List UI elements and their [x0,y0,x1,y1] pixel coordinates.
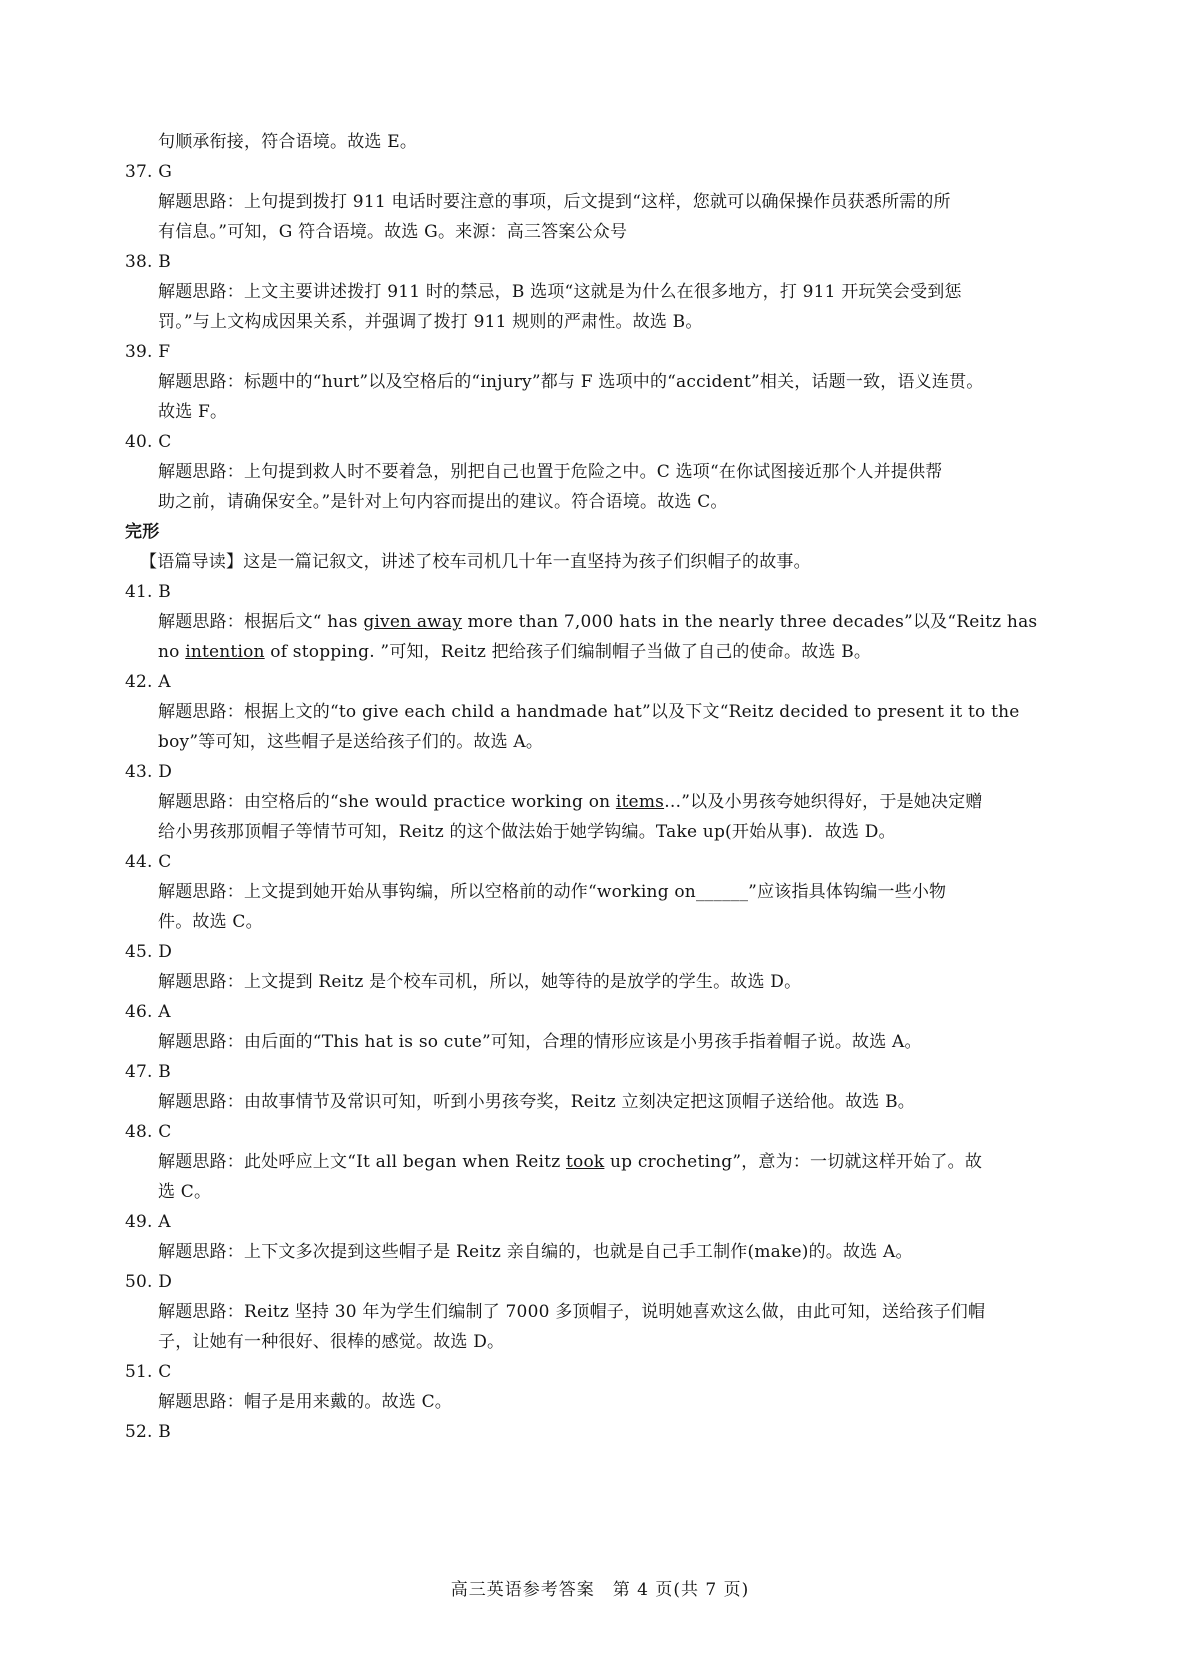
q39-answer: 39. F [125,342,171,362]
q43-explanation-cont: 给小男孩那顶帽子等情节可知，Reitz 的这个做法始于她学钩编。Take up(开始从事)．故选 D。 [158,822,896,842]
q52-answer: 52. B [125,1422,171,1442]
q39-explanation: 解题思路：标题中的“hurt”以及空格后的“injury”都与 F 选项中的“accident”相关，话题一致，语义连贯。 [158,372,984,392]
q45-explanation: 解题思路：上文提到 Reitz 是个校车司机，所以，她等待的是放学的学生。故选 D。 [158,972,802,992]
q50-explanation: 解题思路：Reitz 坚持 30 年为学生们编制了 7000 多顶帽子，说明她喜欢这么做，由此可知，送给孩子们帽 [158,1302,986,1322]
q41-explanation-cont [158,641,871,663]
q48-explanation-cont: 选 C。 [158,1182,212,1202]
q48-text-a: 解题思路：此处呼应上文“It all began when Reitz [158,1152,566,1172]
q49-answer: 49. A [125,1212,171,1232]
q47-answer: 47. B [125,1062,171,1082]
q43-explanation [158,791,983,813]
q43-text-a: 解题思路：由空格后的“she would practice working on [158,792,616,812]
q43-answer: 43. D [125,762,173,782]
q41-text-a: 解题思路：根据后文“ has [158,612,364,632]
passage-guide: 【语篇导读】这是一篇记叙文，讲述了校车司机几十年一直坚持为孩子们织帽子的故事。 [140,552,811,572]
q42-explanation-cont: boy”等可知，这些帽子是送给孩子们的。故选 A。 [158,732,544,752]
q46-explanation: 解题思路：由后面的“This hat is so cute”可知，合理的情形应该是小男孩手指着帽子说。故选 A。 [158,1032,922,1052]
q44-blank: ______ [695,882,749,902]
q36-explanation-end: 句顺承衔接，符合语境。故选 E。 [158,132,418,152]
q49-explanation: 解题思路：上下文多次提到这些帽子是 Reitz 亲自编的，也就是自己手工制作(make)的。故选 A。 [158,1242,913,1262]
q41-text-b: more than 7,000 hats in the nearly three decades”以及“Reitz has [462,612,1038,632]
q50-answer: 50. D [125,1272,173,1292]
q41-text-c: no [158,642,186,662]
q48-answer: 48. C [125,1122,172,1142]
q38-explanation: 解题思路：上文主要讲述拨打 911 时的禁忌，B 选项“这就是为什么在很多地方，打 911 开玩笑会受到惩 [158,282,962,302]
q41-underline-intention: intention [185,642,265,662]
q42-explanation: 解题思路：根据上文的“to give each child a handmade hat”以及下文“Reitz decided to present it to the [158,702,1020,722]
q39-explanation-cont: 故选 F。 [158,402,228,422]
q38-explanation-cont: 罚。”与上文构成因果关系，并强调了拨打 911 规则的严肃性。故选 B。 [158,312,703,332]
q48-underline-took: took [565,1152,605,1172]
q37-answer: 37. G [125,162,173,182]
q44-explanation [158,881,946,903]
q48-explanation [158,1151,982,1173]
q43-text-b: …”以及小男孩夸她织得好，于是她决定赠 [664,792,983,812]
page-footer: 高三英语参考答案 第 4 页(共 7 页) [450,1580,750,1600]
q44-answer: 44. C [125,852,172,872]
q41-text-d: of stopping. ”可知，Reitz 把给孩子们编制帽子当做了自己的使命。故选 B。 [264,642,872,662]
q40-answer: 40. C [125,432,172,452]
q37-explanation-cont: 有信息。”可知，G 符合语境。故选 G。来源：高三答案公众号 [158,222,628,242]
q51-explanation: 解题思路：帽子是用来戴的。故选 C。 [158,1392,453,1412]
q41-explanation [158,611,1037,633]
q38-answer: 38. B [125,252,171,272]
q46-answer: 46. A [125,1002,171,1022]
q47-explanation: 解题思路：由故事情节及常识可知，听到小男孩夸奖，Reitz 立刻决定把这顶帽子送给他。故选 B。 [158,1092,915,1112]
q41-answer: 41. B [125,582,171,602]
q42-answer: 42. A [125,672,171,692]
q41-underline-given-away: given away [363,612,463,632]
q50-explanation-cont: 子，让她有一种很好、很棒的感觉。故选 D。 [158,1332,505,1352]
section-heading-cloze: 完形 [125,522,160,542]
q48-text-b: up crocheting”，意为：一切就这样开始了。故 [604,1152,983,1172]
q51-answer: 51. C [125,1362,172,1382]
q45-answer: 45. D [125,942,173,962]
q40-explanation: 解题思路：上句提到救人时不要着急，别把自己也置于危险之中。C 选项“在你试图接近那个人并提供帮 [158,462,943,482]
q44-explanation-cont: 件。故选 C。 [158,912,263,932]
q43-underline-items: items [615,792,665,812]
q44-text-b: ”应该指具体钩编一些小物 [748,882,947,902]
q37-explanation: 解题思路：上句提到拨打 911 电话时要注意的事项，后文提到“这样，您就可以确保操作员获悉所需的所 [158,192,951,212]
q44-text-a: 解题思路：上文提到她开始从事钩编，所以空格前的动作“working on [158,882,696,902]
q40-explanation-cont: 助之前，请确保安全。”是针对上句内容而提出的建议。符合语境。故选 C。 [158,492,728,512]
